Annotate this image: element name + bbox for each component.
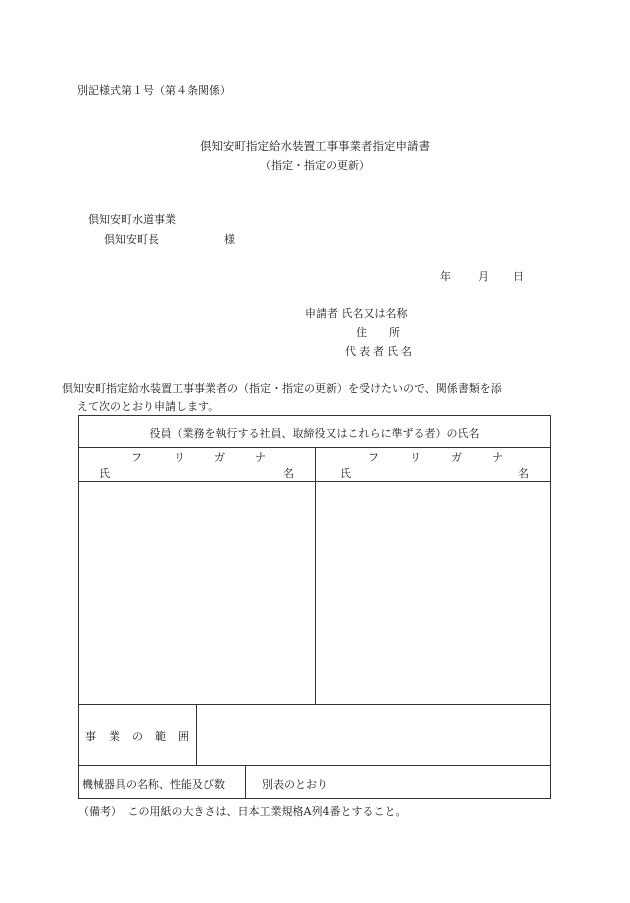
scope-char: 範 <box>155 730 166 743</box>
applicant-prefix: 申請者 <box>305 307 338 320</box>
addressee-line2: 倶知安町長 <box>104 233 159 246</box>
document-title: 倶知安町指定給水装置工事事業者指定申請書 <box>200 139 430 153</box>
officers-header: 役員（業務を執行する社員、取締役又はこれらに準ずる者）の氏名 <box>149 427 480 440</box>
addressee-honorific: 様 <box>224 233 235 246</box>
table-divider <box>78 704 551 705</box>
furigana-char: ガ <box>451 451 462 464</box>
furigana-char: ナ <box>255 451 266 464</box>
table-divider <box>78 765 551 766</box>
body-text-line1: 倶知安町指定給水装置工事事業者の（指定・指定の更新）を受けたいので、関係書類を添 <box>62 382 502 395</box>
scope-char: の <box>132 730 143 743</box>
furigana-char: ナ <box>492 451 503 464</box>
form-reference: 別記様式第１号（第４条関係） <box>77 84 231 97</box>
scope-char: 事 <box>85 730 96 743</box>
table-divider <box>245 765 246 799</box>
equipment-label: 機械器具の名称、性能及び数 <box>82 778 225 791</box>
name-left-label: 氏 <box>99 467 110 480</box>
date-month: 月 <box>478 270 489 283</box>
applicant-address-label: 住 所 <box>356 326 400 339</box>
furigana-char: リ <box>174 451 185 464</box>
applicant-label <box>305 305 408 321</box>
furigana-char: フ <box>368 451 379 464</box>
body-text-line2: えて次のとおり申請します。 <box>77 400 220 413</box>
applicant-name-label: 氏名又は名称 <box>341 307 408 320</box>
addressee-line1: 倶知安町水道事業 <box>88 213 176 226</box>
name-left-label: 氏 <box>340 467 351 480</box>
applicant-representative-label: 代表者氏名 <box>345 345 415 358</box>
remarks-note: （備考） この用紙の大きさは、日本工業規格A列4番とすること。 <box>78 805 407 818</box>
name-right-label: 名 <box>283 467 294 480</box>
equipment-value: 別表のとおり <box>262 778 328 791</box>
furigana-char: フ <box>131 451 142 464</box>
table-divider <box>315 447 316 704</box>
table-divider <box>196 704 197 765</box>
name-right-label: 名 <box>518 467 529 480</box>
scope-char: 業 <box>109 730 120 743</box>
date-day: 日 <box>513 270 524 283</box>
furigana-char: ガ <box>214 451 225 464</box>
date-year: 年 <box>440 270 451 283</box>
document-subtitle: （指定・指定の更新） <box>260 159 370 172</box>
scope-char: 囲 <box>178 730 189 743</box>
furigana-char: リ <box>410 451 421 464</box>
